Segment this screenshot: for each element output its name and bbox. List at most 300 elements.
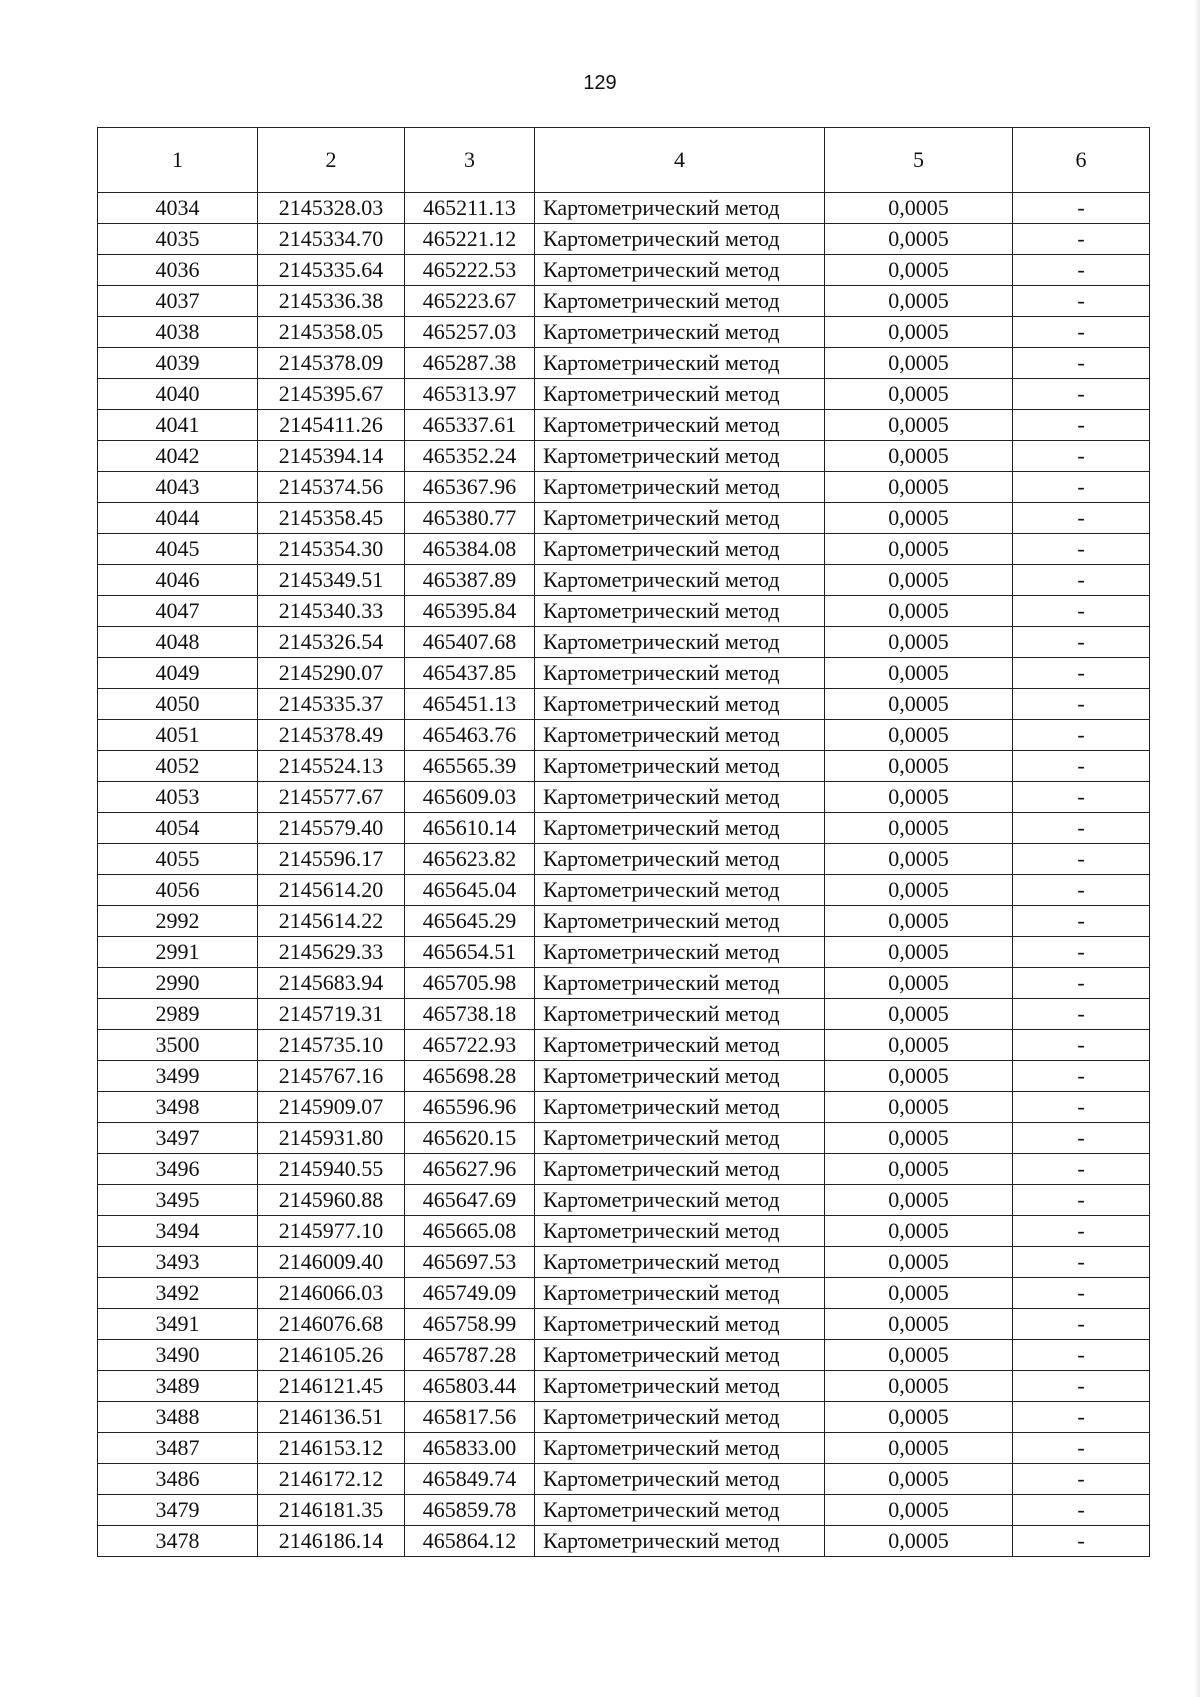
table-row <box>98 720 1150 751</box>
table-row <box>98 1464 1150 1495</box>
x-coordinate-cell: 2145328.03 <box>258 193 405 224</box>
point-number-cell: 3495 <box>98 1185 258 1216</box>
x-coordinate-cell: 2145326.54 <box>258 627 405 658</box>
table-row <box>98 565 1150 596</box>
x-coordinate-cell: 2145335.37 <box>258 689 405 720</box>
method-cell: Картометрический метод <box>535 1154 825 1185</box>
y-coordinate-cell: 465698.28 <box>405 1061 535 1092</box>
point-number-cell: 4043 <box>98 472 258 503</box>
accuracy-cell: 0,0005 <box>825 658 1013 689</box>
accuracy-cell: 0,0005 <box>825 1464 1013 1495</box>
point-number-cell: 3493 <box>98 1247 258 1278</box>
y-coordinate-cell: 465738.18 <box>405 999 535 1030</box>
table-row <box>98 1216 1150 1247</box>
method-cell: Картометрический метод <box>535 1495 825 1526</box>
accuracy-cell: 0,0005 <box>825 193 1013 224</box>
method-cell: Картометрический метод <box>535 999 825 1030</box>
table-row <box>98 1433 1150 1464</box>
x-coordinate-cell: 2145909.07 <box>258 1092 405 1123</box>
y-coordinate-cell: 465722.93 <box>405 1030 535 1061</box>
coordinates-table <box>97 127 1150 1557</box>
accuracy-cell: 0,0005 <box>825 875 1013 906</box>
x-coordinate-cell: 2145334.70 <box>258 224 405 255</box>
y-coordinate-cell: 465407.68 <box>405 627 535 658</box>
note-cell: - <box>1013 999 1150 1030</box>
y-coordinate-cell: 465859.78 <box>405 1495 535 1526</box>
table-row <box>98 1154 1150 1185</box>
accuracy-cell: 0,0005 <box>825 410 1013 441</box>
point-number-cell: 4049 <box>98 658 258 689</box>
accuracy-cell: 0,0005 <box>825 472 1013 503</box>
note-cell: - <box>1013 1340 1150 1371</box>
x-coordinate-cell: 2145354.30 <box>258 534 405 565</box>
note-cell: - <box>1013 472 1150 503</box>
method-cell: Картометрический метод <box>535 627 825 658</box>
note-cell: - <box>1013 1185 1150 1216</box>
note-cell: - <box>1013 1061 1150 1092</box>
table-row <box>98 255 1150 286</box>
table-row <box>98 1309 1150 1340</box>
x-coordinate-cell: 2145931.80 <box>258 1123 405 1154</box>
y-coordinate-cell: 465257.03 <box>405 317 535 348</box>
table-row <box>98 410 1150 441</box>
header-col-4: 4 <box>535 128 825 193</box>
point-number-cell: 3499 <box>98 1061 258 1092</box>
method-cell: Картометрический метод <box>535 472 825 503</box>
accuracy-cell: 0,0005 <box>825 1061 1013 1092</box>
accuracy-cell: 0,0005 <box>825 1309 1013 1340</box>
x-coordinate-cell: 2145394.14 <box>258 441 405 472</box>
y-coordinate-cell: 465352.24 <box>405 441 535 472</box>
point-number-cell: 3478 <box>98 1526 258 1557</box>
x-coordinate-cell: 2145579.40 <box>258 813 405 844</box>
accuracy-cell: 0,0005 <box>825 689 1013 720</box>
method-cell: Картометрический метод <box>535 1464 825 1495</box>
x-coordinate-cell: 2145614.22 <box>258 906 405 937</box>
y-coordinate-cell: 465437.85 <box>405 658 535 689</box>
table-row <box>98 906 1150 937</box>
accuracy-cell: 0,0005 <box>825 844 1013 875</box>
point-number-cell: 3489 <box>98 1371 258 1402</box>
x-coordinate-cell: 2145524.13 <box>258 751 405 782</box>
y-coordinate-cell: 465817.56 <box>405 1402 535 1433</box>
note-cell: - <box>1013 410 1150 441</box>
note-cell: - <box>1013 1278 1150 1309</box>
table-row <box>98 1030 1150 1061</box>
method-cell: Картометрический метод <box>535 875 825 906</box>
accuracy-cell: 0,0005 <box>825 968 1013 999</box>
note-cell: - <box>1013 844 1150 875</box>
x-coordinate-cell: 2145349.51 <box>258 565 405 596</box>
header-col-1: 1 <box>98 128 258 193</box>
method-cell: Картометрический метод <box>535 1371 825 1402</box>
method-cell: Картометрический метод <box>535 1278 825 1309</box>
accuracy-cell: 0,0005 <box>825 1340 1013 1371</box>
note-cell: - <box>1013 1526 1150 1557</box>
note-cell: - <box>1013 1154 1150 1185</box>
note-cell: - <box>1013 1247 1150 1278</box>
point-number-cell: 3490 <box>98 1340 258 1371</box>
note-cell: - <box>1013 1464 1150 1495</box>
accuracy-cell: 0,0005 <box>825 720 1013 751</box>
x-coordinate-cell: 2145374.56 <box>258 472 405 503</box>
x-coordinate-cell: 2145358.45 <box>258 503 405 534</box>
y-coordinate-cell: 465211.13 <box>405 193 535 224</box>
point-number-cell: 3486 <box>98 1464 258 1495</box>
table-row <box>98 999 1150 1030</box>
header-col-5: 5 <box>825 128 1013 193</box>
table-row <box>98 844 1150 875</box>
accuracy-cell: 0,0005 <box>825 1154 1013 1185</box>
x-coordinate-cell: 2146181.35 <box>258 1495 405 1526</box>
accuracy-cell: 0,0005 <box>825 503 1013 534</box>
y-coordinate-cell: 465647.69 <box>405 1185 535 1216</box>
point-number-cell: 4038 <box>98 317 258 348</box>
y-coordinate-cell: 465645.04 <box>405 875 535 906</box>
x-coordinate-cell: 2145378.09 <box>258 348 405 379</box>
point-number-cell: 3494 <box>98 1216 258 1247</box>
method-cell: Картометрический метод <box>535 751 825 782</box>
y-coordinate-cell: 465223.67 <box>405 286 535 317</box>
y-coordinate-cell: 465665.08 <box>405 1216 535 1247</box>
point-number-cell: 4056 <box>98 875 258 906</box>
accuracy-cell: 0,0005 <box>825 1402 1013 1433</box>
accuracy-cell: 0,0005 <box>825 1092 1013 1123</box>
accuracy-cell: 0,0005 <box>825 782 1013 813</box>
y-coordinate-cell: 465337.61 <box>405 410 535 441</box>
point-number-cell: 2991 <box>98 937 258 968</box>
x-coordinate-cell: 2145629.33 <box>258 937 405 968</box>
x-coordinate-cell: 2145335.64 <box>258 255 405 286</box>
note-cell: - <box>1013 1371 1150 1402</box>
point-number-cell: 2992 <box>98 906 258 937</box>
accuracy-cell: 0,0005 <box>825 1526 1013 1557</box>
y-coordinate-cell: 465697.53 <box>405 1247 535 1278</box>
method-cell: Картометрический метод <box>535 286 825 317</box>
method-cell: Картометрический метод <box>535 1309 825 1340</box>
accuracy-cell: 0,0005 <box>825 565 1013 596</box>
method-cell: Картометрический метод <box>535 596 825 627</box>
y-coordinate-cell: 465565.39 <box>405 751 535 782</box>
note-cell: - <box>1013 224 1150 255</box>
table-row <box>98 875 1150 906</box>
table-row <box>98 1247 1150 1278</box>
table-row <box>98 503 1150 534</box>
table-row <box>98 596 1150 627</box>
point-number-cell: 4045 <box>98 534 258 565</box>
point-number-cell: 4035 <box>98 224 258 255</box>
accuracy-cell: 0,0005 <box>825 255 1013 286</box>
table-row <box>98 813 1150 844</box>
y-coordinate-cell: 465627.96 <box>405 1154 535 1185</box>
note-cell: - <box>1013 1216 1150 1247</box>
x-coordinate-cell: 2145596.17 <box>258 844 405 875</box>
y-coordinate-cell: 465654.51 <box>405 937 535 968</box>
table-row <box>98 751 1150 782</box>
point-number-cell: 4046 <box>98 565 258 596</box>
method-cell: Картометрический метод <box>535 348 825 379</box>
accuracy-cell: 0,0005 <box>825 1495 1013 1526</box>
note-cell: - <box>1013 379 1150 410</box>
note-cell: - <box>1013 255 1150 286</box>
y-coordinate-cell: 465380.77 <box>405 503 535 534</box>
point-number-cell: 3487 <box>98 1433 258 1464</box>
point-number-cell: 4052 <box>98 751 258 782</box>
y-coordinate-cell: 465367.96 <box>405 472 535 503</box>
point-number-cell: 4050 <box>98 689 258 720</box>
x-coordinate-cell: 2145395.67 <box>258 379 405 410</box>
method-cell: Картометрический метод <box>535 1340 825 1371</box>
note-cell: - <box>1013 1309 1150 1340</box>
y-coordinate-cell: 465864.12 <box>405 1526 535 1557</box>
note-cell: - <box>1013 193 1150 224</box>
method-cell: Картометрический метод <box>535 1433 825 1464</box>
point-number-cell: 3497 <box>98 1123 258 1154</box>
point-number-cell: 3479 <box>98 1495 258 1526</box>
accuracy-cell: 0,0005 <box>825 999 1013 1030</box>
point-number-cell: 4054 <box>98 813 258 844</box>
accuracy-cell: 0,0005 <box>825 813 1013 844</box>
method-cell: Картометрический метод <box>535 1216 825 1247</box>
method-cell: Картометрический метод <box>535 441 825 472</box>
method-cell: Картометрический метод <box>535 813 825 844</box>
x-coordinate-cell: 2146066.03 <box>258 1278 405 1309</box>
table-row <box>98 1061 1150 1092</box>
x-coordinate-cell: 2145290.07 <box>258 658 405 689</box>
method-cell: Картометрический метод <box>535 782 825 813</box>
table-row <box>98 658 1150 689</box>
method-cell: Картометрический метод <box>535 844 825 875</box>
point-number-cell: 4051 <box>98 720 258 751</box>
method-cell: Картометрический метод <box>535 379 825 410</box>
table-row <box>98 1185 1150 1216</box>
point-number-cell: 3496 <box>98 1154 258 1185</box>
header-col-2: 2 <box>258 128 405 193</box>
header-col-6: 6 <box>1013 128 1150 193</box>
method-cell: Картометрический метод <box>535 1526 825 1557</box>
note-cell: - <box>1013 596 1150 627</box>
point-number-cell: 4037 <box>98 286 258 317</box>
note-cell: - <box>1013 968 1150 999</box>
method-cell: Картометрический метод <box>535 1061 825 1092</box>
point-number-cell: 4044 <box>98 503 258 534</box>
y-coordinate-cell: 465222.53 <box>405 255 535 286</box>
y-coordinate-cell: 465749.09 <box>405 1278 535 1309</box>
method-cell: Картометрический метод <box>535 689 825 720</box>
y-coordinate-cell: 465313.97 <box>405 379 535 410</box>
table-row <box>98 379 1150 410</box>
table-row <box>98 689 1150 720</box>
point-number-cell: 4053 <box>98 782 258 813</box>
note-cell: - <box>1013 1495 1150 1526</box>
point-number-cell: 2990 <box>98 968 258 999</box>
y-coordinate-cell: 465395.84 <box>405 596 535 627</box>
x-coordinate-cell: 2146076.68 <box>258 1309 405 1340</box>
point-number-cell: 4040 <box>98 379 258 410</box>
method-cell: Картометрический метод <box>535 224 825 255</box>
accuracy-cell: 0,0005 <box>825 286 1013 317</box>
note-cell: - <box>1013 906 1150 937</box>
x-coordinate-cell: 2146121.45 <box>258 1371 405 1402</box>
note-cell: - <box>1013 658 1150 689</box>
x-coordinate-cell: 2145719.31 <box>258 999 405 1030</box>
accuracy-cell: 0,0005 <box>825 1216 1013 1247</box>
accuracy-cell: 0,0005 <box>825 1247 1013 1278</box>
x-coordinate-cell: 2145960.88 <box>258 1185 405 1216</box>
table-row <box>98 937 1150 968</box>
method-cell: Картометрический метод <box>535 1185 825 1216</box>
note-cell: - <box>1013 875 1150 906</box>
point-number-cell: 4034 <box>98 193 258 224</box>
y-coordinate-cell: 465620.15 <box>405 1123 535 1154</box>
table-row <box>98 968 1150 999</box>
table-row <box>98 1278 1150 1309</box>
y-coordinate-cell: 465787.28 <box>405 1340 535 1371</box>
point-number-cell: 3498 <box>98 1092 258 1123</box>
y-coordinate-cell: 465849.74 <box>405 1464 535 1495</box>
y-coordinate-cell: 465384.08 <box>405 534 535 565</box>
accuracy-cell: 0,0005 <box>825 937 1013 968</box>
method-cell: Картометрический метод <box>535 317 825 348</box>
method-cell: Картометрический метод <box>535 255 825 286</box>
table-row <box>98 534 1150 565</box>
table-row <box>98 782 1150 813</box>
note-cell: - <box>1013 1030 1150 1061</box>
method-cell: Картометрический метод <box>535 1402 825 1433</box>
table-row <box>98 627 1150 658</box>
x-coordinate-cell: 2145683.94 <box>258 968 405 999</box>
method-cell: Картометрический метод <box>535 1092 825 1123</box>
x-coordinate-cell: 2145358.05 <box>258 317 405 348</box>
x-coordinate-cell: 2145614.20 <box>258 875 405 906</box>
note-cell: - <box>1013 534 1150 565</box>
note-cell: - <box>1013 1402 1150 1433</box>
y-coordinate-cell: 465610.14 <box>405 813 535 844</box>
method-cell: Картометрический метод <box>535 534 825 565</box>
y-coordinate-cell: 465645.29 <box>405 906 535 937</box>
note-cell: - <box>1013 317 1150 348</box>
point-number-cell: 4042 <box>98 441 258 472</box>
x-coordinate-cell: 2145577.67 <box>258 782 405 813</box>
x-coordinate-cell: 2146009.40 <box>258 1247 405 1278</box>
point-number-cell: 3500 <box>98 1030 258 1061</box>
accuracy-cell: 0,0005 <box>825 751 1013 782</box>
x-coordinate-cell: 2145767.16 <box>258 1061 405 1092</box>
accuracy-cell: 0,0005 <box>825 627 1013 658</box>
x-coordinate-cell: 2145977.10 <box>258 1216 405 1247</box>
note-cell: - <box>1013 348 1150 379</box>
method-cell: Картометрический метод <box>535 193 825 224</box>
y-coordinate-cell: 465833.00 <box>405 1433 535 1464</box>
method-cell: Картометрический метод <box>535 968 825 999</box>
note-cell: - <box>1013 286 1150 317</box>
method-cell: Картометрический метод <box>535 658 825 689</box>
note-cell: - <box>1013 503 1150 534</box>
x-coordinate-cell: 2146172.12 <box>258 1464 405 1495</box>
table-row <box>98 1402 1150 1433</box>
accuracy-cell: 0,0005 <box>825 596 1013 627</box>
accuracy-cell: 0,0005 <box>825 1030 1013 1061</box>
table-row <box>98 1340 1150 1371</box>
point-number-cell: 4048 <box>98 627 258 658</box>
accuracy-cell: 0,0005 <box>825 224 1013 255</box>
accuracy-cell: 0,0005 <box>825 441 1013 472</box>
note-cell: - <box>1013 1123 1150 1154</box>
table-row <box>98 317 1150 348</box>
table-row <box>98 1123 1150 1154</box>
accuracy-cell: 0,0005 <box>825 906 1013 937</box>
note-cell: - <box>1013 937 1150 968</box>
note-cell: - <box>1013 751 1150 782</box>
y-coordinate-cell: 465758.99 <box>405 1309 535 1340</box>
method-cell: Картометрический метод <box>535 906 825 937</box>
point-number-cell: 4041 <box>98 410 258 441</box>
point-number-cell: 3492 <box>98 1278 258 1309</box>
y-coordinate-cell: 465623.82 <box>405 844 535 875</box>
table-row <box>98 193 1150 224</box>
table-row <box>98 1092 1150 1123</box>
y-coordinate-cell: 465463.76 <box>405 720 535 751</box>
method-cell: Картометрический метод <box>535 503 825 534</box>
note-cell: - <box>1013 1092 1150 1123</box>
x-coordinate-cell: 2146186.14 <box>258 1526 405 1557</box>
table-row <box>98 472 1150 503</box>
header-col-3: 3 <box>405 128 535 193</box>
x-coordinate-cell: 2145336.38 <box>258 286 405 317</box>
table-row <box>98 441 1150 472</box>
x-coordinate-cell: 2145378.49 <box>258 720 405 751</box>
accuracy-cell: 0,0005 <box>825 379 1013 410</box>
y-coordinate-cell: 465451.13 <box>405 689 535 720</box>
accuracy-cell: 0,0005 <box>825 1185 1013 1216</box>
point-number-cell: 4039 <box>98 348 258 379</box>
accuracy-cell: 0,0005 <box>825 348 1013 379</box>
y-coordinate-cell: 465803.44 <box>405 1371 535 1402</box>
table-body <box>98 193 1150 1557</box>
method-cell: Картометрический метод <box>535 1247 825 1278</box>
method-cell: Картометрический метод <box>535 410 825 441</box>
note-cell: - <box>1013 720 1150 751</box>
note-cell: - <box>1013 813 1150 844</box>
y-coordinate-cell: 465596.96 <box>405 1092 535 1123</box>
point-number-cell: 3488 <box>98 1402 258 1433</box>
note-cell: - <box>1013 782 1150 813</box>
x-coordinate-cell: 2145735.10 <box>258 1030 405 1061</box>
x-coordinate-cell: 2145940.55 <box>258 1154 405 1185</box>
x-coordinate-cell: 2146153.12 <box>258 1433 405 1464</box>
y-coordinate-cell: 465705.98 <box>405 968 535 999</box>
x-coordinate-cell: 2145411.26 <box>258 410 405 441</box>
note-cell: - <box>1013 689 1150 720</box>
point-number-cell: 4036 <box>98 255 258 286</box>
accuracy-cell: 0,0005 <box>825 1278 1013 1309</box>
point-number-cell: 2989 <box>98 999 258 1030</box>
note-cell: - <box>1013 441 1150 472</box>
x-coordinate-cell: 2145340.33 <box>258 596 405 627</box>
table-header-row <box>98 128 1150 193</box>
method-cell: Картометрический метод <box>535 1030 825 1061</box>
y-coordinate-cell: 465221.12 <box>405 224 535 255</box>
y-coordinate-cell: 465287.38 <box>405 348 535 379</box>
accuracy-cell: 0,0005 <box>825 1433 1013 1464</box>
accuracy-cell: 0,0005 <box>825 1123 1013 1154</box>
table-row <box>98 1371 1150 1402</box>
scan-edge <box>1194 0 1200 1697</box>
table-row <box>98 348 1150 379</box>
table-row <box>98 1526 1150 1557</box>
method-cell: Картометрический метод <box>535 565 825 596</box>
method-cell: Картометрический метод <box>535 1123 825 1154</box>
